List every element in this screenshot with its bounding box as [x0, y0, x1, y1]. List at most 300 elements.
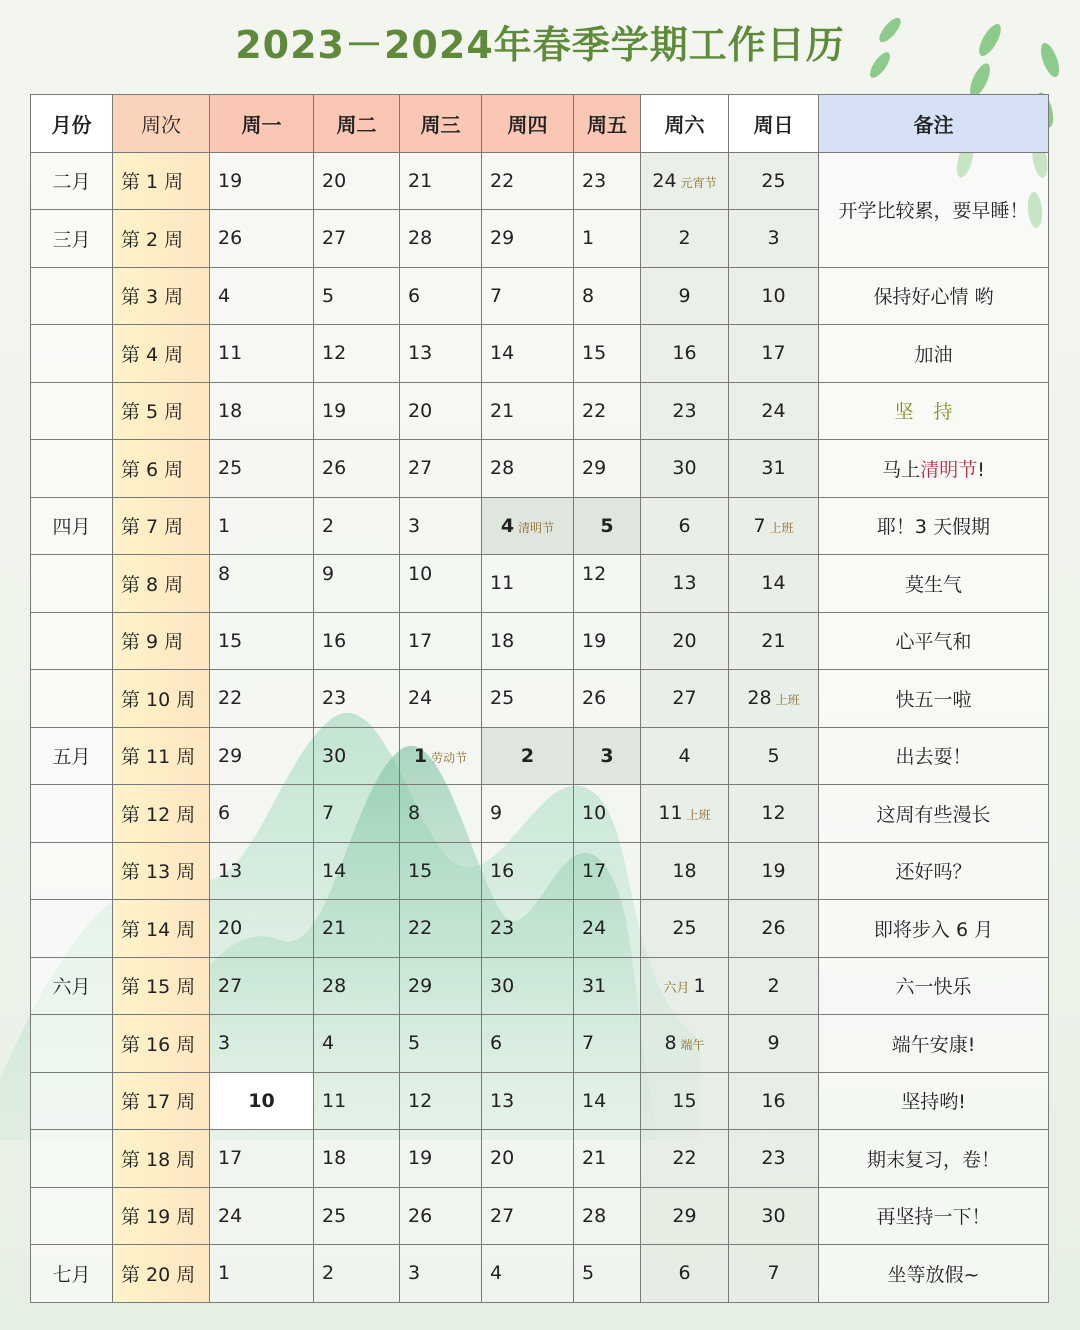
day-cell-wed	[400, 1015, 482, 1073]
week-cell: 第 14 周	[113, 900, 210, 958]
holiday-tag: 劳动节	[431, 750, 468, 765]
note-cell	[819, 382, 1049, 440]
month-cell	[31, 267, 113, 325]
day-cell-tue	[314, 1015, 400, 1073]
day-number: 28	[490, 457, 515, 480]
day-cell-sat	[641, 1187, 729, 1245]
day-number: 29	[408, 974, 433, 997]
day-number: 12	[761, 802, 786, 825]
day-cell-mon	[210, 1187, 314, 1245]
day-number: 27	[672, 687, 697, 710]
month-cell: 五月	[31, 727, 113, 785]
day-number: 16	[322, 629, 347, 652]
holiday-tag: 元宵节	[680, 175, 717, 190]
day-number: 22	[218, 687, 243, 710]
day-cell-mon	[210, 1015, 314, 1073]
day-cell-sat	[641, 152, 729, 210]
month-cell: 六月	[31, 957, 113, 1015]
day-number: 2	[520, 744, 535, 767]
day-cell-sat	[641, 900, 729, 958]
day-cell-fri	[574, 152, 641, 210]
day-number: 19	[761, 859, 786, 882]
table-row	[31, 1015, 1049, 1073]
day-cell-tue	[314, 1245, 400, 1303]
note-cell	[819, 900, 1049, 958]
day-cell-mon	[210, 267, 314, 325]
day-number: 3	[600, 744, 614, 767]
note-text: 坚持哟!	[901, 1091, 966, 1114]
week-cell: 第 6 周	[113, 440, 210, 498]
day-cell-sun	[729, 497, 819, 555]
month-cell	[31, 670, 113, 728]
day-cell-sun	[729, 267, 819, 325]
day-number: 21	[761, 629, 786, 652]
table-row	[31, 1130, 1049, 1188]
day-cell-tue	[314, 957, 400, 1015]
note-text: 心平气和	[895, 631, 972, 654]
day-number: 23	[582, 169, 607, 192]
day-number: 4	[322, 1032, 335, 1055]
day-cell-fri	[574, 440, 641, 498]
header-week: 周次	[113, 95, 210, 153]
day-number: 4	[218, 284, 231, 307]
day-cell-thu	[482, 670, 574, 728]
day-number: 14	[761, 572, 786, 595]
note-text-part: 马上	[882, 458, 921, 481]
week-cell: 第 5 周	[113, 382, 210, 440]
month-cell	[31, 900, 113, 958]
day-number: 16	[490, 859, 515, 882]
day-cell-thu	[482, 325, 574, 383]
day-number: 15	[672, 1089, 697, 1112]
day-cell-fri	[574, 497, 641, 555]
day-number: 13	[490, 1089, 515, 1112]
day-cell-mon	[210, 555, 314, 613]
table-row	[31, 957, 1049, 1015]
day-number: 13	[408, 342, 433, 365]
day-cell-fri	[574, 1072, 641, 1130]
holiday-tag: 端午	[680, 1038, 705, 1053]
week-cell: 第 4 周	[113, 325, 210, 383]
day-cell-fri	[574, 957, 641, 1015]
week-cell: 第 15 周	[113, 957, 210, 1015]
day-number: 24	[652, 169, 677, 192]
day-number: 23	[761, 1147, 786, 1170]
day-number: 9	[322, 563, 335, 585]
day-number: 17	[761, 342, 786, 365]
note-text: 耶！3 天假期	[876, 516, 991, 539]
day-number: 11	[322, 1089, 347, 1112]
day-number: 6	[490, 1032, 503, 1055]
note-cell	[819, 612, 1049, 670]
week-cell: 第 16 周	[113, 1015, 210, 1073]
day-number: 15	[408, 859, 433, 882]
day-cell-mon	[210, 1130, 314, 1188]
note-cell	[819, 727, 1049, 785]
day-cell-fri	[574, 210, 641, 268]
day-number: 23	[322, 687, 347, 710]
semester-calendar-table	[30, 94, 1049, 1303]
day-number: 20	[218, 917, 243, 940]
day-cell-sun	[729, 440, 819, 498]
day-cell-wed	[400, 267, 482, 325]
month-cell: 四月	[31, 497, 113, 555]
day-number: 9	[678, 284, 691, 307]
day-number: 23	[672, 399, 697, 422]
header-row	[31, 95, 1049, 153]
table-row	[31, 555, 1049, 613]
day-cell-tue	[314, 612, 400, 670]
day-cell-fri	[574, 1015, 641, 1073]
day-number: 8	[218, 563, 231, 585]
day-cell-thu	[482, 842, 574, 900]
day-cell-sat	[641, 1130, 729, 1188]
day-cell-sun	[729, 555, 819, 613]
day-cell-tue	[314, 785, 400, 843]
day-number: 11	[218, 342, 243, 365]
day-cell-mon	[210, 1072, 314, 1130]
day-number: 29	[582, 457, 607, 480]
week-cell: 第 2 周	[113, 210, 210, 268]
day-number: 31	[761, 457, 786, 480]
day-cell-wed	[400, 497, 482, 555]
day-number: 24	[218, 1204, 243, 1227]
day-number: 14	[322, 859, 347, 882]
table-row	[31, 900, 1049, 958]
holiday-tag: 清明节	[518, 520, 555, 535]
day-cell-sat	[641, 440, 729, 498]
day-cell-thu	[482, 497, 574, 555]
day-number: 1	[693, 974, 706, 997]
header-wed: 周三	[400, 95, 482, 153]
week-cell: 第 19 周	[113, 1187, 210, 1245]
month-cell	[31, 612, 113, 670]
day-cell-thu	[482, 152, 574, 210]
day-cell-sun	[729, 1187, 819, 1245]
day-cell-wed	[400, 1072, 482, 1130]
day-number: 25	[761, 169, 786, 192]
day-cell-tue	[314, 325, 400, 383]
month-cell	[31, 1130, 113, 1188]
note-cell	[819, 1072, 1049, 1130]
note-text: 六一快乐	[895, 976, 972, 999]
day-cell-sun	[729, 325, 819, 383]
day-number: 28	[322, 974, 347, 997]
week-cell: 第 8 周	[113, 555, 210, 613]
day-cell-sat	[641, 210, 729, 268]
week-cell: 第 18 周	[113, 1130, 210, 1188]
day-number: 8	[664, 1032, 677, 1055]
day-number: 5	[582, 1262, 595, 1285]
day-number: 19	[582, 629, 607, 652]
day-cell-thu	[482, 957, 574, 1015]
day-cell-sun	[729, 1245, 819, 1303]
week-cell: 第 20 周	[113, 1245, 210, 1303]
note-text-part: !	[977, 458, 985, 481]
day-cell-tue	[314, 900, 400, 958]
day-number: 21	[490, 399, 515, 422]
day-cell-tue	[314, 555, 400, 613]
note-text: 端午安康!	[891, 1033, 976, 1056]
day-cell-thu	[482, 1187, 574, 1245]
day-number: 1	[218, 1262, 231, 1285]
day-cell-wed	[400, 440, 482, 498]
day-number: 2	[678, 227, 691, 250]
holiday-tag: 上班	[769, 520, 794, 535]
day-cell-mon	[210, 612, 314, 670]
day-number: 31	[582, 974, 607, 997]
day-number: 19	[218, 169, 243, 192]
header-mon: 周一	[210, 95, 314, 153]
day-cell-sun	[729, 785, 819, 843]
note-text: 出去耍！	[895, 746, 972, 769]
note-cell	[819, 1245, 1049, 1303]
day-number: 26	[582, 687, 607, 710]
note-cell	[819, 555, 1049, 613]
day-cell-fri	[574, 842, 641, 900]
day-cell-thu	[482, 1245, 574, 1303]
note-text: 期末复习，卷！	[866, 1148, 1000, 1171]
note-cell	[819, 670, 1049, 728]
day-number: 10	[582, 802, 607, 825]
note-text: 莫生气	[904, 573, 962, 596]
day-number: 4	[678, 744, 691, 767]
day-number: 4	[490, 1262, 503, 1285]
day-number: 3	[767, 227, 780, 250]
day-number: 22	[490, 169, 515, 192]
header-thu: 周四	[482, 95, 574, 153]
holiday-tag: 上班	[686, 808, 711, 823]
day-number: 16	[761, 1089, 786, 1112]
day-number: 24	[408, 687, 433, 710]
day-cell-sun	[729, 612, 819, 670]
day-number: 18	[322, 1147, 347, 1170]
header-tue: 周二	[314, 95, 400, 153]
day-number: 2	[322, 1262, 335, 1285]
day-cell-sun	[729, 210, 819, 268]
month-cell	[31, 842, 113, 900]
day-cell-sun	[729, 670, 819, 728]
week-cell: 第 13 周	[113, 842, 210, 900]
day-number: 6	[678, 1262, 691, 1285]
month-prefix: 六月	[663, 980, 690, 996]
note-text: 快五一啦	[895, 688, 972, 711]
note-text-part: 清明节	[920, 458, 978, 481]
note-cell	[819, 785, 1049, 843]
day-cell-mon	[210, 785, 314, 843]
day-number: 28	[747, 687, 772, 710]
note-cell	[819, 440, 1049, 498]
note-cell	[819, 1187, 1049, 1245]
day-number: 20	[672, 629, 697, 652]
week-cell: 第 9 周	[113, 612, 210, 670]
day-number: 22	[582, 399, 607, 422]
day-number: 20	[408, 399, 433, 422]
day-number: 5	[408, 1032, 421, 1055]
day-number: 4	[500, 514, 515, 537]
day-cell-sun	[729, 1072, 819, 1130]
header-fri: 周五	[574, 95, 641, 153]
week-cell: 第 17 周	[113, 1072, 210, 1130]
day-cell-fri	[574, 1245, 641, 1303]
day-cell-tue	[314, 267, 400, 325]
note-cell	[819, 842, 1049, 900]
day-number: 7	[490, 284, 503, 307]
day-number: 8	[582, 284, 595, 307]
day-number: 11	[658, 802, 683, 825]
day-cell-tue	[314, 727, 400, 785]
day-number: 21	[582, 1147, 607, 1170]
day-cell-thu	[482, 785, 574, 843]
day-number: 30	[672, 457, 697, 480]
page-title: 2023－2024年春季学期工作日历	[235, 23, 845, 67]
day-cell-wed	[400, 670, 482, 728]
day-cell-sat	[641, 267, 729, 325]
day-number: 10	[408, 563, 433, 585]
day-cell-sat	[641, 382, 729, 440]
day-number: 29	[672, 1204, 697, 1227]
day-number: 12	[322, 342, 347, 365]
table-row	[31, 1072, 1049, 1130]
note-text: 保持好心情 哟	[873, 286, 994, 309]
day-number: 14	[490, 342, 515, 365]
day-number: 20	[322, 169, 347, 192]
table-row	[31, 785, 1049, 843]
day-cell-fri	[574, 1130, 641, 1188]
day-cell-thu	[482, 900, 574, 958]
day-number: 18	[672, 859, 697, 882]
day-cell-mon	[210, 497, 314, 555]
day-number: 25	[218, 457, 243, 480]
day-number: 23	[490, 917, 515, 940]
table-row	[31, 727, 1049, 785]
day-cell-sat	[641, 670, 729, 728]
day-number: 11	[490, 572, 515, 595]
day-cell-sun	[729, 842, 819, 900]
day-cell-thu	[482, 727, 574, 785]
day-cell-fri	[574, 382, 641, 440]
day-number: 26	[408, 1204, 433, 1227]
day-cell-wed	[400, 1130, 482, 1188]
table-row	[31, 382, 1049, 440]
day-cell-sat	[641, 1015, 729, 1073]
note-cell	[819, 1015, 1049, 1073]
day-number: 30	[761, 1204, 786, 1227]
day-number: 17	[582, 859, 607, 882]
day-number: 16	[672, 342, 697, 365]
day-cell-tue	[314, 1187, 400, 1245]
month-cell: 七月	[31, 1245, 113, 1303]
day-number: 10	[761, 284, 786, 307]
day-number: 3	[218, 1032, 231, 1055]
note-text: 这周有些漫长	[876, 803, 991, 826]
day-number: 6	[218, 802, 231, 825]
table-row	[31, 440, 1049, 498]
day-number: 12	[408, 1089, 433, 1112]
day-number: 20	[490, 1147, 515, 1170]
day-number: 6	[678, 514, 691, 537]
day-cell-sun	[729, 957, 819, 1015]
day-number: 27	[408, 457, 433, 480]
day-cell-wed	[400, 785, 482, 843]
day-number: 26	[322, 457, 347, 480]
note-text: 开学比较累，要早睡！	[838, 200, 1029, 222]
day-cell-sun	[729, 152, 819, 210]
day-cell-wed	[400, 900, 482, 958]
day-cell-mon	[210, 900, 314, 958]
day-cell-wed	[400, 612, 482, 670]
header-sat: 周六	[641, 95, 729, 153]
day-cell-mon	[210, 382, 314, 440]
note-cell	[819, 957, 1049, 1015]
day-number: 5	[600, 514, 614, 537]
day-number: 27	[490, 1204, 515, 1227]
week-cell: 第 12 周	[113, 785, 210, 843]
day-number: 25	[490, 687, 515, 710]
day-number: 25	[322, 1204, 347, 1227]
table-row	[31, 612, 1049, 670]
day-number: 1	[218, 514, 231, 537]
day-number: 19	[408, 1147, 433, 1170]
day-number: 1	[413, 744, 428, 767]
day-cell-fri	[574, 670, 641, 728]
month-cell	[31, 1015, 113, 1073]
day-cell-thu	[482, 555, 574, 613]
month-cell	[31, 440, 113, 498]
day-number: 24	[761, 399, 786, 422]
note-cell	[819, 1130, 1049, 1188]
day-number: 7	[582, 1032, 595, 1055]
day-cell-mon	[210, 210, 314, 268]
day-cell-wed	[400, 382, 482, 440]
day-cell-wed	[400, 325, 482, 383]
day-cell-fri	[574, 900, 641, 958]
day-number: 28	[408, 227, 433, 250]
day-cell-mon	[210, 957, 314, 1015]
day-cell-tue	[314, 1072, 400, 1130]
day-cell-mon	[210, 727, 314, 785]
day-cell-sun	[729, 382, 819, 440]
day-cell-thu	[482, 210, 574, 268]
note-cell	[819, 267, 1049, 325]
day-cell-mon	[210, 670, 314, 728]
day-number: 3	[408, 514, 421, 537]
table-row	[31, 267, 1049, 325]
day-number: 22	[408, 917, 433, 940]
day-cell-sun	[729, 1130, 819, 1188]
header-month: 月份	[31, 95, 113, 153]
day-number: 17	[408, 629, 433, 652]
day-number: 2	[767, 974, 780, 997]
header-note: 备注	[819, 95, 1049, 153]
day-cell-sat	[641, 785, 729, 843]
day-number: 26	[761, 917, 786, 940]
day-cell-sun	[729, 900, 819, 958]
day-cell-wed	[400, 210, 482, 268]
day-cell-sat	[641, 842, 729, 900]
note-text: 即将步入 6 月	[873, 918, 994, 941]
day-number: 26	[218, 227, 243, 250]
day-cell-sat	[641, 555, 729, 613]
week-cell: 第 1 周	[113, 152, 210, 210]
day-cell-mon	[210, 842, 314, 900]
day-cell-thu	[482, 1072, 574, 1130]
day-number: 9	[490, 802, 503, 825]
day-cell-wed	[400, 555, 482, 613]
day-cell-mon	[210, 440, 314, 498]
day-cell-thu	[482, 440, 574, 498]
day-number: 14	[582, 1089, 607, 1112]
